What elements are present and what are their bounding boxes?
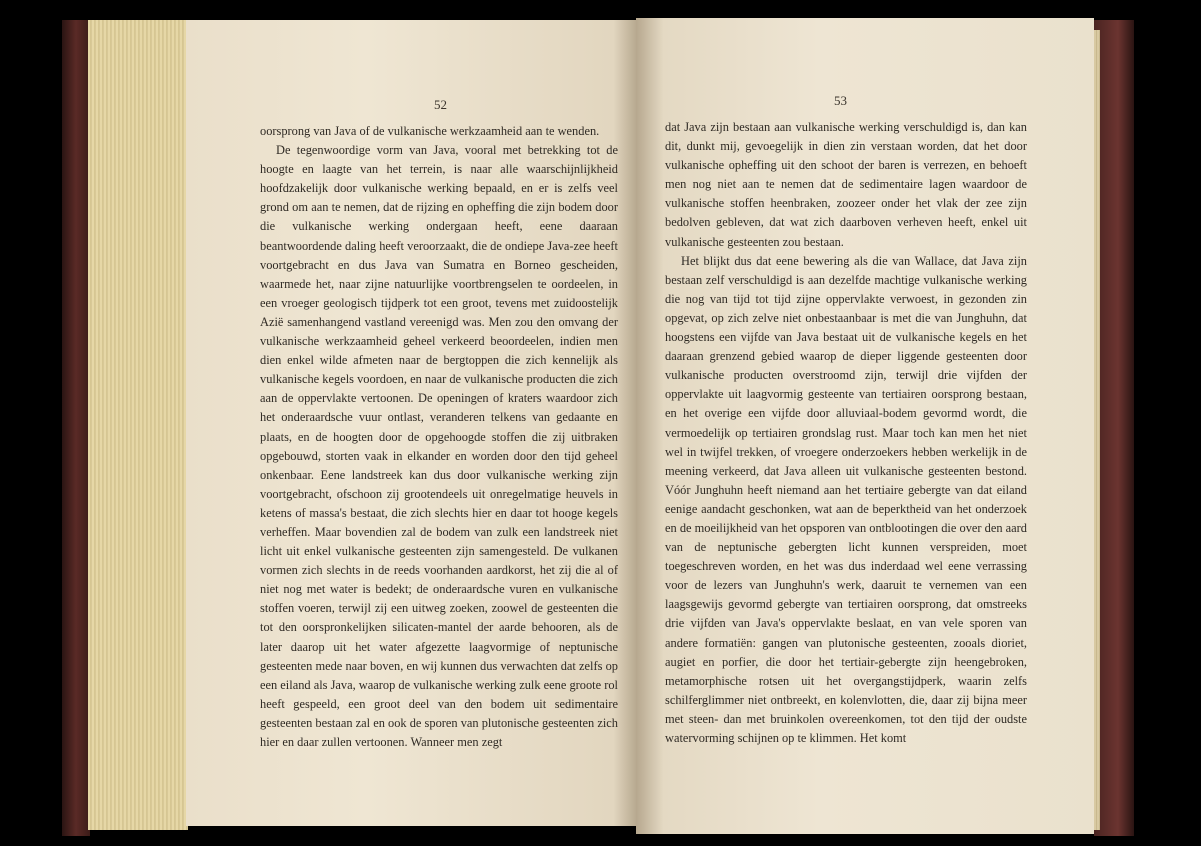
page-edges-left <box>88 20 188 830</box>
page-number-left: 52 <box>434 97 447 112</box>
right-paragraph-2: Het blijkt dus dat eene bewering als die van Wallace, dat Java zijn bestaan zelf verschuldigd is aan dezelfde machtige vulkanische werking die nog van tijd tot tijd zijne oppervlakte verwoest, in gezonden zin opgevat, op zich zelve niet onbestaanbaar is met die van Junghuhn, dat hoogstens een vijfde van Java bestaat uit de vulkanische kegels en het daaraan grenzend gebied waarop de dieper liggende gesteenten door vulkanische producten overstroomd zijn, terwijl drie vijfden der oppervlakte uit laagvormig gesteente van tertiairen oorsprong bestaan, en het overige een vijfde door alluviaal-bodem gevormd wordt, die vermoedelijk op tertiairen grondslag rust. Maar toch kan men het niet wel in twijfel trekken, of vroegere onderzoekers hebben werkelijk in de meening verkeerd, dat Java alleen uit vulkanische gesteenten bestond. Vóór Junghuhn heeft niemand aan het tertiaire gebergte van dat eiland eenige aandacht geschonken, wat aan de beperktheid van het onderzoek en de moeilijkheid van het opsporen van ontblootingen die over den aard van de neptunische gebergten licht kunnen verspreiden, moet toegeschreven worden, en het was dus inderdaad wel eene verrassing voor de lezers van Junghuhn's werk, daaruit te vernemen van een laagsgewijs gevormd gebergte van tertiairen oorsprong, dat omstreeks drie vijfden van Java's oppervlakte beslaat, en van vele sporen van andere formatiën: gangen van plutonische gesteenten, zooals dioriet, augiet en porfier, die door het tertiair-gebergte zijn heengebroken, metamorphische rotsen uit het overgangstijdperk, waarin zelfs schilferglimmer niet ontbreekt, en kolenvlotten, die, daar zij bijna meer met steen- dan met bruinkolen overeenkomen, tot den tijd der oudste watervorming schijnen op te klimmen. Het komt <box>665 253 1027 745</box>
book-cover-left <box>62 20 90 836</box>
left-page-text <box>260 122 618 752</box>
left-page <box>186 20 636 826</box>
left-paragraph-1: oorsprong van Java of de vulkanische werkzaamheid aan te wenden. <box>260 124 600 138</box>
right-page-text <box>665 118 1027 748</box>
book-cover-right <box>1094 20 1134 836</box>
page-number-right: 53 <box>834 93 847 108</box>
right-paragraph-1: dat Java zijn bestaan aan vulkanische werking verschuldigd is, dan kan dit, dunkt mij, gevoegelijk in dien zin verstaan worden, dat het door vulkanische opheffing uit den schoot der baren is verrezen, en behoeft men nog niet aan te nemen dat de sedimentaire lagen waardoor de vulkanische stoffen heenbraken, zoozeer onder het vlak der zee zijn bedolven gebleven, dat wat zich daarboven verheven heeft, enkel uit vulkanische gesteenten zou bestaan. <box>665 120 1027 249</box>
right-page <box>636 18 1094 834</box>
left-paragraph-2: De tegenwoordige vorm van Java, vooral met betrekking tot de hoogte en laagte van het terrein, is naar alle waarschijnlijkheid hoofdzakelijk door vulkanische werking bepaald, en er is zelfs veel grond om aan te nemen, dat de rijzing en opheffing die zijn bodem door die vulkanische werking ondergaan heeft, eene daaraan beantwoordende daling heeft veroorzaakt, die de ondiepe Java-zee heeft voortgebracht en dus Java van Sumatra en Borneo gescheiden, waarmede het, naar zijne natuurlijke voortbrengselen te oordeelen, in een vroeger geologisch tijdperk tot een groot, tevens met zuidoostelijk Azië samenhangend vastland vereenigd was. Men zou den omvang der vulkanische werkzaamheid geheel verkeerd beoordeelen, indien men dien enkel wilde afmeten naar de bergtoppen die zich kennelijk als vulkanische kegels voordoen, en naar de vulkanische producten die zich aan de oppervlakte vertoonen. De openingen of kraters waardoor zich het onderaardsche vuur ontlast, veranderen telkens van gedaante en plaats, en de hoogten door de opgehoogde stoffen die zij uitbraken opgebouwd, storten vaak in elkander en worden door den tijd geheel onkenbaar. Eene landstreek kan dus door vulkanische werking zijn voortgebracht, ofschoon zij grootendeels uit onregelmatige heuvels in ketens of massa's bestaat, die zich slechts hier en daar tot hooge kegels verheffen. Maar bovendien zal de bodem van zulk een landstreek niet licht uit enkel vulkanische gesteenten zijn samengesteld. De vulkanen vormen zich slechts in de reeds voorhanden aardkorst, het zij die al of niet nog met water is bedekt; de onderaardsche vuren en vulkanische stoffen voeren, terwijl zij een uitweg zoeken, zoowel de gesteenten die tot den oorspronkelijken silicaten-mantel der aarde behooren, als de later daarop uit het water afgezette laagvormige of neptunische gesteenten mede naar boven, en wij kunnen dus verwachten dat zelfs op een eiland als Java, waarop de vulkanische werking zulk eene groote rol heeft gespeeld, een groot deel van den bodem uit sedimentaire gesteenten bestaan zal en ook de sporen van plutonische gesteenten zich hier en daar zullen vertoonen. Wanneer men zegt <box>260 143 618 749</box>
